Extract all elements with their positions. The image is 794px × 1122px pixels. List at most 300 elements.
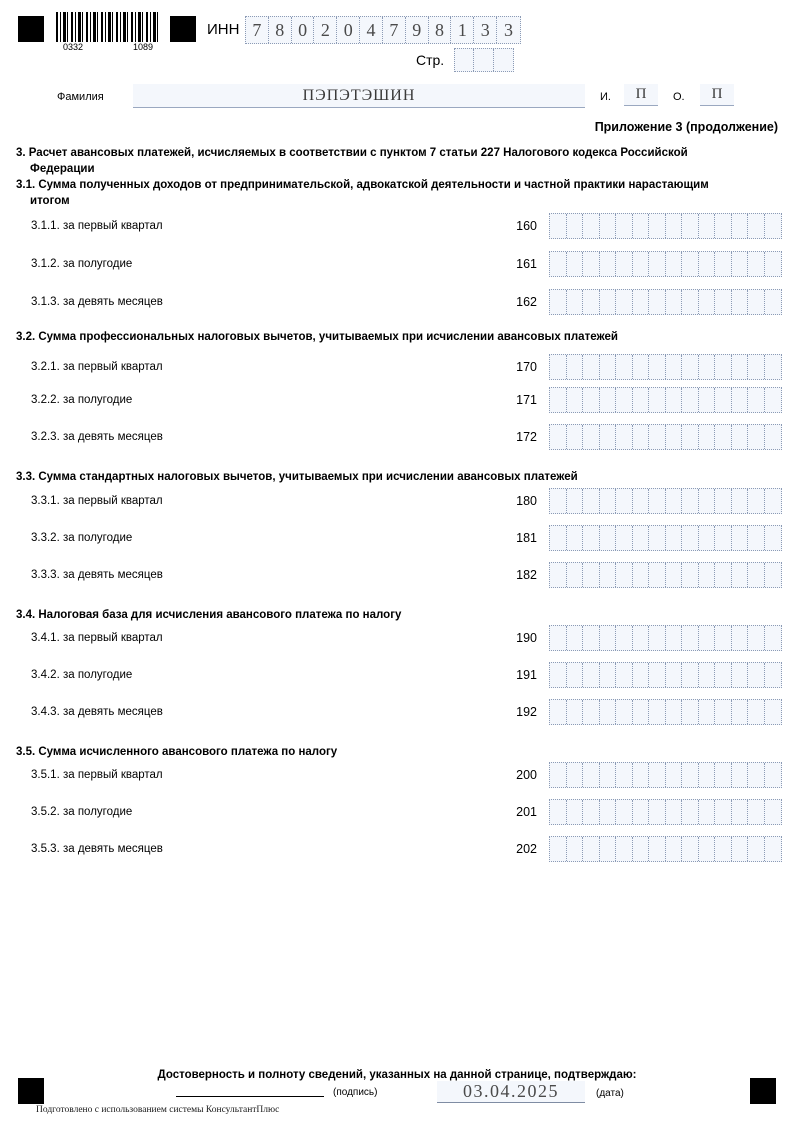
char-cell-12[interactable] bbox=[748, 800, 765, 824]
char-cell-7[interactable] bbox=[666, 425, 683, 449]
char-cell-5[interactable] bbox=[633, 214, 650, 238]
char-cell-3[interactable] bbox=[600, 526, 617, 550]
char-cell-2[interactable] bbox=[583, 526, 600, 550]
char-cell-2[interactable] bbox=[583, 425, 600, 449]
char-cell-5[interactable] bbox=[633, 663, 650, 687]
surname-field[interactable]: ПЭПЭТЭШИН bbox=[133, 84, 585, 108]
char-cell-0[interactable] bbox=[550, 489, 567, 513]
row-value-field[interactable] bbox=[549, 562, 782, 588]
char-cell-11[interactable] bbox=[732, 837, 749, 861]
row-label: 3.3.2. за полугодие bbox=[31, 532, 133, 544]
char-cell-9[interactable]: 1 bbox=[451, 17, 474, 43]
char-cell-8[interactable] bbox=[682, 214, 699, 238]
char-cell-8[interactable] bbox=[682, 663, 699, 687]
char-cell-12[interactable] bbox=[748, 837, 765, 861]
char-cell-2[interactable] bbox=[494, 49, 513, 71]
char-cell-10[interactable] bbox=[715, 663, 732, 687]
char-cell-9[interactable] bbox=[699, 252, 716, 276]
char-cell-9[interactable] bbox=[699, 626, 716, 650]
char-cell-11[interactable] bbox=[732, 800, 749, 824]
char-cell-5[interactable]: 4 bbox=[360, 17, 383, 43]
char-cell-3[interactable] bbox=[600, 837, 617, 861]
char-cell-0[interactable] bbox=[550, 388, 567, 412]
row-value-field[interactable] bbox=[549, 251, 782, 277]
char-cell-9[interactable] bbox=[699, 526, 716, 550]
char-cell-4[interactable] bbox=[616, 425, 633, 449]
char-cell-6[interactable] bbox=[649, 290, 666, 314]
row-line-code: 180 bbox=[516, 494, 537, 508]
registration-square-bottom-left bbox=[18, 1078, 44, 1104]
char-cell-8[interactable] bbox=[682, 252, 699, 276]
char-cell-4[interactable]: 0 bbox=[337, 17, 360, 43]
barcode bbox=[56, 12, 160, 58]
char-cell-8[interactable] bbox=[682, 837, 699, 861]
char-cell-10[interactable] bbox=[715, 837, 732, 861]
row-label: 3.5.2. за полугодие bbox=[31, 806, 133, 818]
char-cell-0[interactable] bbox=[550, 425, 567, 449]
char-cell-2[interactable] bbox=[583, 290, 600, 314]
char-cell-2[interactable] bbox=[583, 700, 600, 724]
char-cell-10[interactable]: 3 bbox=[474, 17, 497, 43]
group-heading-line1: 3.1. Сумма полученных доходов от предпринимательской, адвокатской деятельности и частной практики нарастающим bbox=[16, 179, 709, 191]
char-cell-0[interactable] bbox=[550, 700, 567, 724]
char-cell-3[interactable] bbox=[600, 214, 617, 238]
char-cell-5[interactable] bbox=[633, 252, 650, 276]
registration-square-top-second bbox=[170, 16, 196, 42]
row-label: 3.4.3. за девять месяцев bbox=[31, 706, 163, 718]
char-cell-5[interactable] bbox=[633, 388, 650, 412]
row-line-code: 172 bbox=[516, 430, 537, 444]
char-cell-11[interactable] bbox=[732, 388, 749, 412]
row-line-code: 190 bbox=[516, 631, 537, 645]
char-cell-1[interactable]: 8 bbox=[269, 17, 292, 43]
char-cell-3[interactable] bbox=[600, 626, 617, 650]
char-cell-8[interactable] bbox=[682, 763, 699, 787]
char-cell-6[interactable] bbox=[649, 425, 666, 449]
group-heading-line1: 3.3. Сумма стандартных налоговых вычетов, учитываемых при исчислении авансовых платежей bbox=[16, 471, 578, 483]
char-cell-11[interactable] bbox=[732, 214, 749, 238]
char-cell-0[interactable] bbox=[550, 763, 567, 787]
char-cell-9[interactable] bbox=[699, 425, 716, 449]
char-cell-7[interactable] bbox=[666, 837, 683, 861]
char-cell-11[interactable] bbox=[732, 355, 749, 379]
char-cell-7[interactable] bbox=[666, 526, 683, 550]
row-value-field[interactable] bbox=[549, 699, 782, 725]
char-cell-8[interactable] bbox=[682, 626, 699, 650]
row-value-field[interactable] bbox=[549, 213, 782, 239]
char-cell-0[interactable] bbox=[550, 626, 567, 650]
char-cell-6[interactable] bbox=[649, 388, 666, 412]
char-cell-2[interactable] bbox=[583, 489, 600, 513]
row-label: 3.4.1. за первый квартал bbox=[31, 632, 163, 644]
char-cell-13[interactable] bbox=[765, 489, 782, 513]
row-line-code: 170 bbox=[516, 360, 537, 374]
char-cell-8[interactable] bbox=[682, 355, 699, 379]
char-cell-10[interactable] bbox=[715, 626, 732, 650]
char-cell-1[interactable] bbox=[567, 700, 584, 724]
char-cell-7[interactable] bbox=[666, 489, 683, 513]
row-line-code: 171 bbox=[516, 393, 537, 407]
signature-caption: (подпись) bbox=[333, 1087, 378, 1098]
char-cell-6[interactable] bbox=[649, 837, 666, 861]
date-caption: (дата) bbox=[596, 1088, 624, 1099]
char-cell-13[interactable] bbox=[765, 425, 782, 449]
row-value-field[interactable] bbox=[549, 424, 782, 450]
certification-statement: Достоверность и полноту сведений, указанных на данной странице, подтверждаю: bbox=[157, 1069, 637, 1081]
char-cell-0[interactable] bbox=[455, 49, 474, 71]
row-label: 3.1.1. за первый квартал bbox=[31, 220, 163, 232]
char-cell-2[interactable]: 0 bbox=[292, 17, 315, 43]
char-cell-11[interactable] bbox=[732, 763, 749, 787]
char-cell-9[interactable] bbox=[699, 837, 716, 861]
char-cell-5[interactable] bbox=[633, 626, 650, 650]
char-cell-11[interactable] bbox=[732, 663, 749, 687]
char-cell-7[interactable] bbox=[666, 214, 683, 238]
row-line-code: 181 bbox=[516, 531, 537, 545]
char-cell-9[interactable] bbox=[699, 663, 716, 687]
row-value-field[interactable] bbox=[549, 488, 782, 514]
char-cell-12[interactable] bbox=[748, 425, 765, 449]
char-cell-6[interactable] bbox=[649, 563, 666, 587]
char-cell-6[interactable]: 7 bbox=[383, 17, 406, 43]
group-heading-line1: 3.4. Налоговая база для исчисления авансового платежа по налогу bbox=[16, 609, 402, 621]
group-heading-line1: 3.5. Сумма исчисленного авансового платежа по налогу bbox=[16, 746, 338, 758]
char-cell-10[interactable] bbox=[715, 214, 732, 238]
row-value-field[interactable] bbox=[549, 625, 782, 651]
char-cell-9[interactable] bbox=[699, 388, 716, 412]
char-cell-1[interactable] bbox=[567, 425, 584, 449]
row-label: 3.5.3. за девять месяцев bbox=[31, 843, 163, 855]
char-cell-9[interactable] bbox=[699, 214, 716, 238]
char-cell-13[interactable] bbox=[765, 800, 782, 824]
char-cell-4[interactable] bbox=[616, 355, 633, 379]
char-cell-5[interactable] bbox=[633, 526, 650, 550]
char-cell-5[interactable] bbox=[633, 763, 650, 787]
row-line-code: 192 bbox=[516, 705, 537, 719]
char-cell-10[interactable] bbox=[715, 290, 732, 314]
char-cell-4[interactable] bbox=[616, 663, 633, 687]
char-cell-13[interactable] bbox=[765, 355, 782, 379]
char-cell-2[interactable] bbox=[583, 355, 600, 379]
char-cell-11[interactable] bbox=[732, 563, 749, 587]
char-cell-1[interactable] bbox=[567, 355, 584, 379]
char-cell-8[interactable] bbox=[682, 700, 699, 724]
group-heading bbox=[16, 470, 761, 486]
char-cell-12[interactable] bbox=[748, 290, 765, 314]
char-cell-0[interactable] bbox=[550, 526, 567, 550]
char-cell-13[interactable] bbox=[765, 388, 782, 412]
char-cell-11[interactable] bbox=[732, 489, 749, 513]
char-cell-7[interactable] bbox=[666, 290, 683, 314]
char-cell-6[interactable] bbox=[649, 663, 666, 687]
char-cell-4[interactable] bbox=[616, 214, 633, 238]
char-cell-10[interactable] bbox=[715, 425, 732, 449]
char-cell-9[interactable] bbox=[699, 563, 716, 587]
char-cell-9[interactable] bbox=[699, 763, 716, 787]
group-heading bbox=[16, 608, 761, 624]
char-cell-12[interactable] bbox=[748, 252, 765, 276]
row-label: 3.1.2. за полугодие bbox=[31, 258, 133, 270]
row-value-field[interactable] bbox=[549, 387, 782, 413]
char-cell-10[interactable] bbox=[715, 700, 732, 724]
row-value-field[interactable] bbox=[549, 799, 782, 825]
char-cell-8[interactable] bbox=[682, 563, 699, 587]
char-cell-13[interactable] bbox=[765, 214, 782, 238]
char-cell-13[interactable] bbox=[765, 626, 782, 650]
char-cell-9[interactable] bbox=[699, 489, 716, 513]
page-number-field[interactable] bbox=[454, 48, 514, 72]
char-cell-13[interactable] bbox=[765, 700, 782, 724]
char-cell-3[interactable] bbox=[600, 425, 617, 449]
section-3-heading bbox=[16, 146, 756, 177]
char-cell-12[interactable] bbox=[748, 563, 765, 587]
row-line-code: 202 bbox=[516, 842, 537, 856]
char-cell-4[interactable] bbox=[616, 388, 633, 412]
char-cell-4[interactable] bbox=[616, 700, 633, 724]
char-cell-1[interactable] bbox=[567, 763, 584, 787]
row-line-code: 182 bbox=[516, 568, 537, 582]
char-cell-5[interactable] bbox=[633, 563, 650, 587]
char-cell-4[interactable] bbox=[616, 489, 633, 513]
char-cell-0[interactable] bbox=[550, 214, 567, 238]
char-cell-2[interactable] bbox=[583, 252, 600, 276]
row-line-code: 162 bbox=[516, 295, 537, 309]
char-cell-3[interactable] bbox=[600, 388, 617, 412]
char-cell-11[interactable] bbox=[732, 252, 749, 276]
char-cell-11[interactable] bbox=[732, 425, 749, 449]
row-label: 3.3.1. за первый квартал bbox=[31, 495, 163, 507]
char-cell-12[interactable] bbox=[748, 355, 765, 379]
char-cell-9[interactable] bbox=[699, 355, 716, 379]
char-cell-1[interactable] bbox=[567, 388, 584, 412]
inn-field[interactable] bbox=[245, 16, 521, 44]
char-cell-7[interactable] bbox=[666, 388, 683, 412]
char-cell-7[interactable] bbox=[666, 252, 683, 276]
section-3-heading-line2: Федерации bbox=[30, 162, 95, 175]
char-cell-12[interactable] bbox=[748, 388, 765, 412]
char-cell-1[interactable] bbox=[567, 214, 584, 238]
char-cell-5[interactable] bbox=[633, 290, 650, 314]
char-cell-4[interactable] bbox=[616, 626, 633, 650]
char-cell-1[interactable] bbox=[567, 800, 584, 824]
row-label: 3.2.2. за полугодие bbox=[31, 394, 133, 406]
char-cell-6[interactable] bbox=[649, 214, 666, 238]
char-cell-5[interactable] bbox=[633, 425, 650, 449]
char-cell-12[interactable] bbox=[748, 763, 765, 787]
row-value-field[interactable] bbox=[549, 354, 782, 380]
char-cell-2[interactable] bbox=[583, 214, 600, 238]
char-cell-3[interactable] bbox=[600, 355, 617, 379]
char-cell-12[interactable] bbox=[748, 626, 765, 650]
char-cell-0[interactable] bbox=[550, 355, 567, 379]
char-cell-1[interactable] bbox=[567, 626, 584, 650]
char-cell-10[interactable] bbox=[715, 526, 732, 550]
char-cell-8[interactable] bbox=[682, 290, 699, 314]
char-cell-4[interactable] bbox=[616, 252, 633, 276]
char-cell-4[interactable] bbox=[616, 526, 633, 550]
signature-line[interactable] bbox=[176, 1096, 324, 1097]
char-cell-5[interactable] bbox=[633, 489, 650, 513]
char-cell-4[interactable] bbox=[616, 837, 633, 861]
char-cell-1[interactable] bbox=[567, 526, 584, 550]
char-cell-7[interactable] bbox=[666, 800, 683, 824]
row-label: 3.2.1. за первый квартал bbox=[31, 361, 163, 373]
char-cell-10[interactable] bbox=[715, 563, 732, 587]
char-cell-5[interactable] bbox=[633, 355, 650, 379]
char-cell-4[interactable] bbox=[616, 290, 633, 314]
registration-square-top-left bbox=[18, 16, 44, 42]
char-cell-12[interactable] bbox=[748, 700, 765, 724]
group-heading-line2: итогом bbox=[30, 194, 70, 207]
row-value-field[interactable] bbox=[549, 836, 782, 862]
registration-square-bottom-right bbox=[750, 1078, 776, 1104]
char-cell-0[interactable] bbox=[550, 800, 567, 824]
inn-label: ИНН bbox=[207, 21, 240, 38]
char-cell-7[interactable]: 9 bbox=[406, 17, 429, 43]
char-cell-6[interactable] bbox=[649, 800, 666, 824]
barcode-left-number: 0332 bbox=[63, 42, 84, 52]
group-heading bbox=[16, 178, 761, 209]
char-cell-12[interactable] bbox=[748, 526, 765, 550]
char-cell-11[interactable] bbox=[732, 626, 749, 650]
row-label: 3.4.2. за полугодие bbox=[31, 669, 133, 681]
char-cell-0[interactable]: 7 bbox=[246, 17, 269, 43]
row-value-field[interactable] bbox=[549, 289, 782, 315]
char-cell-3[interactable] bbox=[600, 290, 617, 314]
char-cell-8[interactable] bbox=[682, 388, 699, 412]
char-cell-8[interactable] bbox=[682, 526, 699, 550]
row-label: 3.3.3. за девять месяцев bbox=[31, 569, 163, 581]
char-cell-6[interactable] bbox=[649, 626, 666, 650]
char-cell-1[interactable] bbox=[567, 563, 584, 587]
char-cell-13[interactable] bbox=[765, 663, 782, 687]
barcode-right-number: 1089 bbox=[132, 42, 153, 52]
char-cell-12[interactable] bbox=[748, 489, 765, 513]
char-cell-13[interactable] bbox=[765, 290, 782, 314]
char-cell-10[interactable] bbox=[715, 355, 732, 379]
barcode-numbers bbox=[56, 42, 160, 52]
char-cell-2[interactable] bbox=[583, 837, 600, 861]
char-cell-11[interactable] bbox=[732, 290, 749, 314]
char-cell-2[interactable] bbox=[583, 763, 600, 787]
char-cell-9[interactable] bbox=[699, 800, 716, 824]
patronymic-initial-field[interactable]: П bbox=[700, 84, 734, 106]
char-cell-13[interactable] bbox=[765, 763, 782, 787]
char-cell-4[interactable] bbox=[616, 563, 633, 587]
char-cell-3[interactable] bbox=[600, 800, 617, 824]
char-cell-0[interactable] bbox=[550, 837, 567, 861]
char-cell-1[interactable] bbox=[567, 252, 584, 276]
char-cell-2[interactable] bbox=[583, 388, 600, 412]
row-line-code: 160 bbox=[516, 219, 537, 233]
surname-label: Фамилия bbox=[57, 91, 104, 103]
char-cell-2[interactable] bbox=[583, 663, 600, 687]
char-cell-6[interactable] bbox=[649, 763, 666, 787]
char-cell-5[interactable] bbox=[633, 800, 650, 824]
char-cell-12[interactable] bbox=[748, 663, 765, 687]
char-cell-3[interactable] bbox=[600, 563, 617, 587]
row-value-field[interactable] bbox=[549, 525, 782, 551]
char-cell-2[interactable] bbox=[583, 800, 600, 824]
char-cell-7[interactable] bbox=[666, 626, 683, 650]
char-cell-1[interactable] bbox=[567, 837, 584, 861]
patronymic-initial-label: О. bbox=[673, 91, 685, 103]
char-cell-3[interactable] bbox=[600, 489, 617, 513]
char-cell-6[interactable] bbox=[649, 252, 666, 276]
char-cell-7[interactable] bbox=[666, 663, 683, 687]
char-cell-3[interactable]: 2 bbox=[314, 17, 337, 43]
char-cell-3[interactable] bbox=[600, 252, 617, 276]
char-cell-7[interactable] bbox=[666, 355, 683, 379]
char-cell-11[interactable] bbox=[732, 526, 749, 550]
char-cell-6[interactable] bbox=[649, 700, 666, 724]
char-cell-7[interactable] bbox=[666, 763, 683, 787]
char-cell-8[interactable] bbox=[682, 489, 699, 513]
char-cell-6[interactable] bbox=[649, 526, 666, 550]
char-cell-6[interactable] bbox=[649, 489, 666, 513]
char-cell-10[interactable] bbox=[715, 763, 732, 787]
char-cell-4[interactable] bbox=[616, 800, 633, 824]
char-cell-7[interactable] bbox=[666, 700, 683, 724]
char-cell-8[interactable]: 8 bbox=[429, 17, 452, 43]
char-cell-13[interactable] bbox=[765, 252, 782, 276]
char-cell-11[interactable] bbox=[732, 700, 749, 724]
char-cell-6[interactable] bbox=[649, 355, 666, 379]
char-cell-0[interactable] bbox=[550, 563, 567, 587]
char-cell-0[interactable] bbox=[550, 663, 567, 687]
char-cell-3[interactable] bbox=[600, 700, 617, 724]
char-cell-5[interactable] bbox=[633, 837, 650, 861]
group-heading-line1: 3.2. Сумма профессиональных налоговых вычетов, учитываемых при исчислении авансовых платежей bbox=[16, 331, 618, 343]
char-cell-10[interactable] bbox=[715, 388, 732, 412]
char-cell-12[interactable] bbox=[748, 214, 765, 238]
char-cell-8[interactable] bbox=[682, 800, 699, 824]
char-cell-1[interactable] bbox=[567, 290, 584, 314]
first-initial-label: И. bbox=[600, 91, 611, 103]
char-cell-8[interactable] bbox=[682, 425, 699, 449]
char-cell-10[interactable] bbox=[715, 489, 732, 513]
first-initial-field[interactable]: П bbox=[624, 84, 658, 106]
date-field[interactable]: 03.04.2025 bbox=[437, 1081, 585, 1103]
row-value-field[interactable] bbox=[549, 762, 782, 788]
char-cell-1[interactable] bbox=[567, 489, 584, 513]
char-cell-5[interactable] bbox=[633, 700, 650, 724]
char-cell-13[interactable] bbox=[765, 526, 782, 550]
row-value-field[interactable] bbox=[549, 662, 782, 688]
section-3-heading-line1: 3. Расчет авансовых платежей, исчисляемых в соответствии с пунктом 7 статьи 227 Налогового кодекса Российской bbox=[16, 147, 688, 159]
char-cell-3[interactable] bbox=[600, 763, 617, 787]
char-cell-0[interactable] bbox=[550, 252, 567, 276]
char-cell-9[interactable] bbox=[699, 700, 716, 724]
char-cell-0[interactable] bbox=[550, 290, 567, 314]
char-cell-10[interactable] bbox=[715, 800, 732, 824]
char-cell-2[interactable] bbox=[583, 563, 600, 587]
row-label: 3.5.1. за первый квартал bbox=[31, 769, 163, 781]
row-line-code: 161 bbox=[516, 257, 537, 271]
char-cell-4[interactable] bbox=[616, 763, 633, 787]
char-cell-2[interactable] bbox=[583, 626, 600, 650]
char-cell-10[interactable] bbox=[715, 252, 732, 276]
char-cell-11[interactable]: 3 bbox=[504, 19, 514, 40]
row-line-code: 191 bbox=[516, 668, 537, 682]
char-cell-1[interactable] bbox=[567, 663, 584, 687]
char-cell-13[interactable] bbox=[765, 563, 782, 587]
char-cell-13[interactable] bbox=[765, 837, 782, 861]
char-cell-9[interactable] bbox=[699, 290, 716, 314]
char-cell-1[interactable] bbox=[474, 49, 493, 71]
char-cell-3[interactable] bbox=[600, 663, 617, 687]
char-cell-7[interactable] bbox=[666, 563, 683, 587]
